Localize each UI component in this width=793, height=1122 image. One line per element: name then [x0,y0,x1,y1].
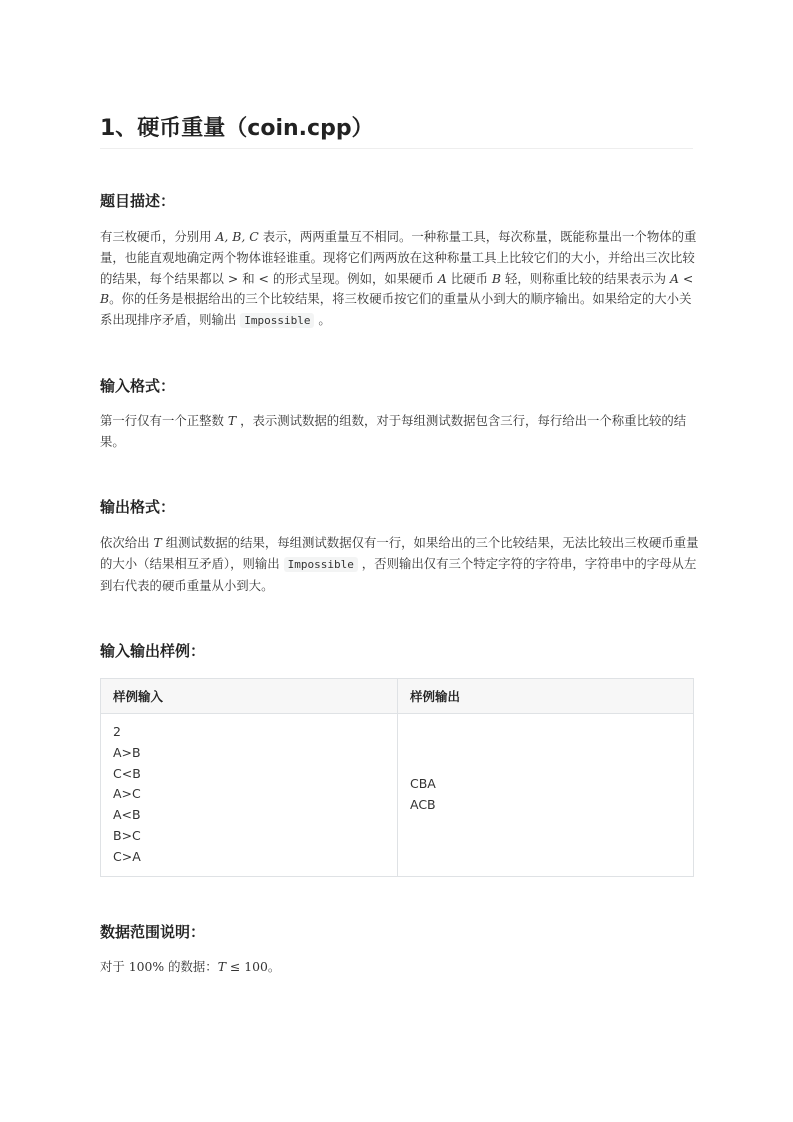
data-range-heading: 数据范围说明： [100,923,206,941]
text: ，否则输出仅有三个特定字符的字符串，字符串中的字母从左到右代表的硬币重量从小到大。 [100,555,697,593]
inline-code-impossible: Impossible [240,313,314,328]
sample-input-line: A>C [113,786,141,802]
text: 有三枚硬币，分别用 [100,229,216,244]
math-a: A [669,270,679,286]
text: 对于 [100,959,129,974]
math-le: ≤ [225,959,245,974]
text: 第一行仅有一个正整数 [100,413,228,428]
text: 和 [238,270,259,286]
text: 。 [314,312,331,328]
math-t: T [217,959,226,974]
math-number: 100 [244,959,268,974]
text: 比硬币 [446,270,492,286]
text: 轻，则称重比较的结果表示为 [501,270,670,286]
output-format-paragraph [100,533,700,596]
math-t: T [227,413,237,428]
sample-output-cell [398,714,694,877]
description-heading: 题目描述： [100,192,176,210]
sample-input-line: B>C [113,827,141,843]
description-paragraph [100,227,700,332]
sample-output-header: 样例输出 [398,679,694,714]
table-header-row [101,679,694,714]
sample-input-line: C>A [113,848,141,864]
output-format-heading: 输出格式： [100,498,176,516]
sample-input-line: A<B [113,807,141,823]
sample-input-line: C<B [113,765,141,781]
samples-table [100,678,694,877]
math-percent: 100% [128,959,165,974]
math-gt: > [227,270,239,286]
samples-heading: 输入输出样例： [100,642,206,660]
sample-input-line: 2 [113,724,121,739]
math-b: B [491,270,502,286]
text: 组测试数据的结果，每组测试数据仅有一行，如果给出的三个比较结果，无法比较出三枚硬币重量的大小（结果相互矛盾），则输出 [100,535,699,571]
sample-input-line: A>B [113,744,141,760]
math-a: A [437,270,447,286]
math-lt: < [258,270,269,286]
input-format-paragraph [100,411,700,453]
input-format-heading: 输入格式： [100,377,176,395]
math-b: B [100,291,110,307]
math-abc: A, B, C [215,229,259,244]
data-range-paragraph [100,957,700,978]
table-row [101,714,694,877]
text: 的形式呈现。例如，如果硬币 [268,270,438,286]
text: 依次给出 [100,535,154,550]
math-lt: < [678,270,694,286]
math-t: T [153,535,162,550]
sample-output-line: ACB [410,796,436,812]
text: 。 [267,959,281,974]
text: 的数据： [164,959,218,974]
page-title: 1、硬币重量（coin.cpp） [100,112,693,149]
sample-input-header: 样例输入 [101,679,398,714]
text: 。你的任务是根据给出的三个比较结果，将三枚硬币按它们的重量从小到大的顺序输出。如果给定的大小关系出现排序矛盾，则输出 [100,291,692,328]
sample-output-line: CBA [410,775,436,791]
inline-code-impossible: Impossible [284,557,358,572]
text: 表示，两两重量互不相同。一种称量工具，每次称量，既能称量出一个物体的重量，也能直观地确定两个物体谁轻谁重。现将它们两两放在这种称量工具上比较它们的大小，并给出三次比较的结果，每个结果都以 [100,229,697,286]
sample-input-cell [101,714,398,877]
text: ，表示测试数据的组数，对于每组测试数据包含三行，每行给出一个称重比较的结果。 [100,413,687,449]
